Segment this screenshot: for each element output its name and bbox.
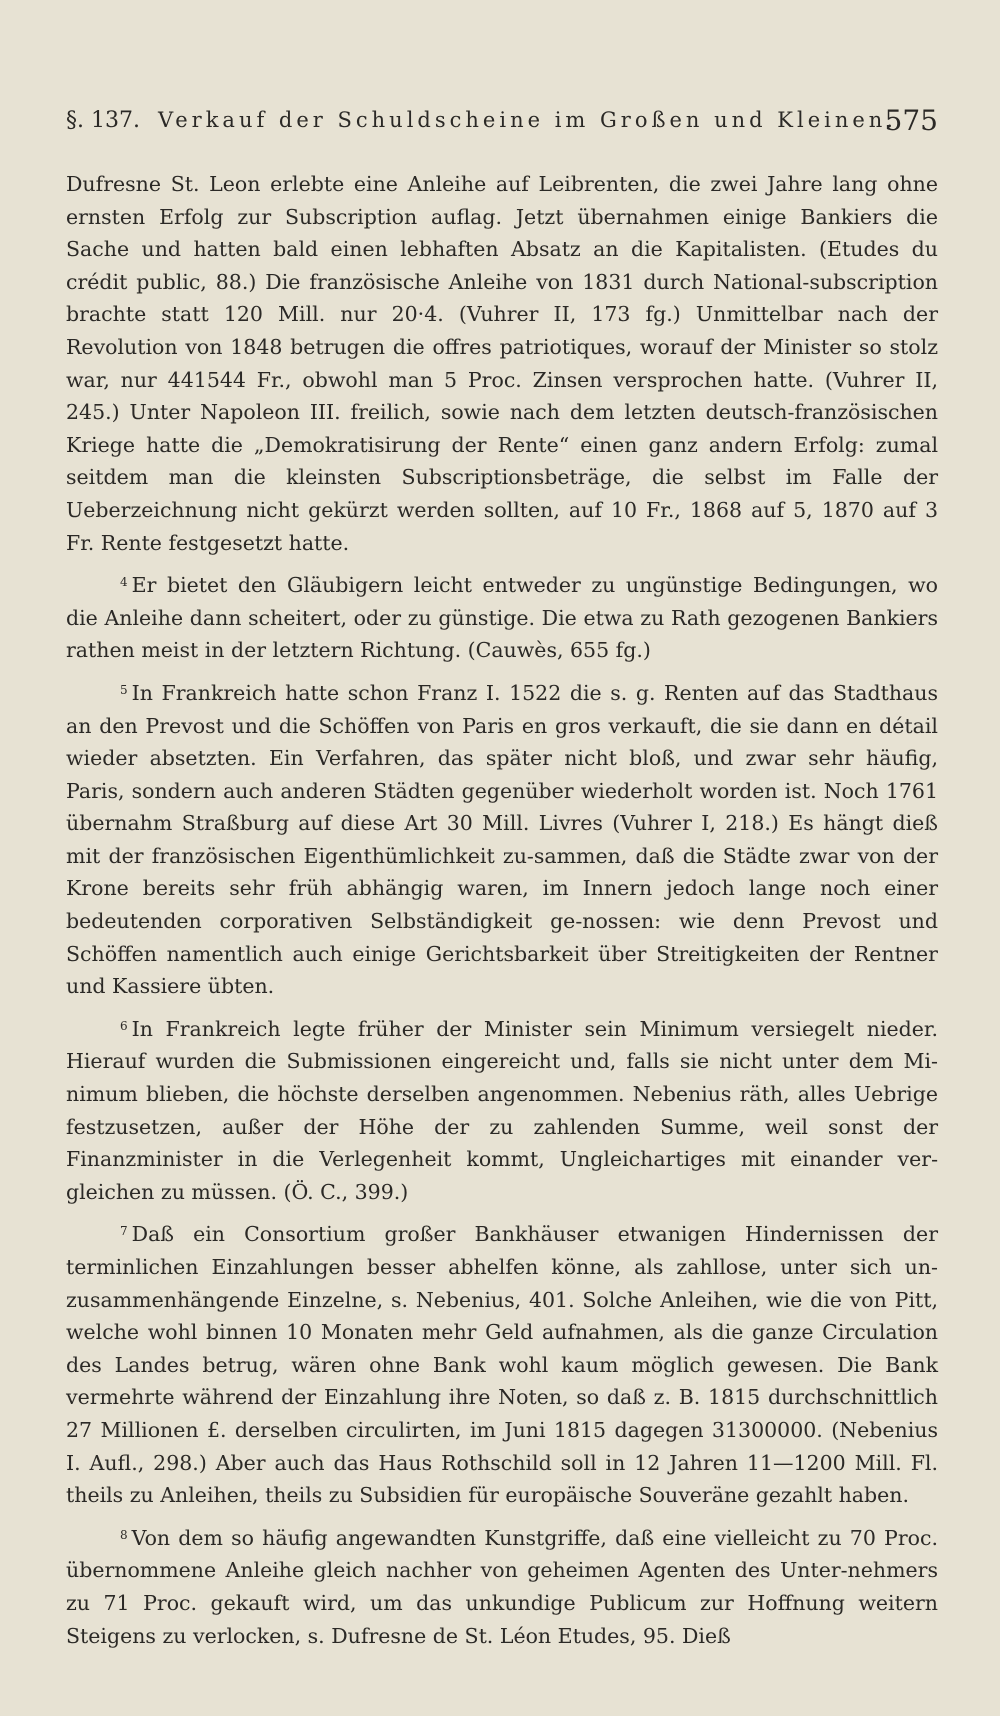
footnote-marker: 7 <box>120 1224 128 1239</box>
footnotes-body <box>66 168 938 1659</box>
footnote-6 <box>66 1010 938 1209</box>
footnote-text: Von dem so häufig angewandten Kunstgriffe, daß eine vielleicht zu 70 Proc. übernommene Anleihe gleich nachher von geheimen Agenten des Unter-nehmers zu 71 Proc. gekauft wird, um das unkundige Publicum zur Hoffnung weitern Steigens zu verlocken, s. Dufresne de St. Léon Etudes, 95. Dieß <box>66 1525 938 1648</box>
footnote-5 <box>66 674 938 1003</box>
running-head <box>66 104 938 148</box>
running-head-title: Verkauf der Schuldscheine im Großen und Kleinen. <box>158 108 897 132</box>
footnote-text: Er bietet den Gläubigern leicht entweder zu ungünstige Bedingungen, wo die Anleihe dann scheitert, oder zu günstige. Die etwa zu Rath gezogenen Bankiers rathen meist in der letztern Richtung. (Cauwès, 655 fg.) <box>66 573 938 663</box>
footnote-8 <box>66 1519 938 1652</box>
footnote-marker: 5 <box>120 682 128 697</box>
footnote-marker: 6 <box>120 1018 128 1033</box>
footnote-text: Daß ein Consortium großer Bankhäuser etwanigen Hindernissen der terminlichen Einzahlungen besser abhelfen könne, als zahllose, unter sich un-zusammenhängende Einzelne, s. Nebenius, 401. Solche Anleihen, wie die von Pitt, welche wohl binnen 10 Monaten mehr Geld aufnahmen, als die ganze Circulation des Landes betrug, wären ohne Bank wohl kaum möglich gewesen. Die Bank vermehrte während der Einzahlung ihre Noten, so daß z. B. 1815 durchschnittlich 27 Millionen £. derselben circulirten, im Juni 1815 dagegen 31300000. (Nebenius I. Aufl., 298.) Aber auch das Haus Rothschild soll in 12 Jahren 11—1200 Mill. Fl. theils zu Anleihen, theils zu Subsidien für europäische Souveräne gezahlt haben. <box>66 1222 938 1508</box>
page-number: 575 <box>884 104 938 137</box>
footnote-marker: 4 <box>120 575 128 590</box>
footnote-text: Dufresne St. Leon erlebte eine Anleihe auf Leibrenten, die zwei Jahre lang ohne ernsten Erfolg zur Subscription auflag. Jetzt übernahmen einige Bankiers die Sache und hatten bald einen lebhaften Absatz an die Kapitalisten. (Etudes du crédit public, 88.) Die französische Anleihe von 1831 durch National-subscription brachte statt 120 Mill. nur 20·4. (Vuhrer II, 173 fg.) Unmittelbar nach der Revolution von 1848 betrugen die offres patriotiques, worauf der Minister so stolz war, nur 441544 Fr., obwohl man 5 Proc. Zinsen versprochen hatte. (Vuhrer II, 245.) Unter Napoleon III. freilich, sowie nach dem letzten deutsch-französischen Kriege hatte die „Demokratisirung der Rente“ einen ganz andern Erfolg: zumal seitdem man die kleinsten Subscriptionsbeträge, die selbst im Falle der Ueberzeichnung nicht gekürzt werden sollten, auf 10 Fr., 1868 auf 5, 1870 auf 3 Fr. Rente festgesetzt hatte. <box>66 172 938 555</box>
section-number: §. 137. <box>66 108 140 133</box>
footnote-marker: 8 <box>120 1527 128 1542</box>
footnote-4 <box>66 566 938 667</box>
footnote-7 <box>66 1215 938 1511</box>
footnote-text: In Frankreich legte früher der Minister sein Minimum versiegelt nieder. Hierauf wurden die Submissionen eingereicht und, falls sie nicht unter dem Mi-nimum blieben, die höchste derselben angenommen. Nebenius räth, alles Uebrige festzusetzen, außer der Höhe der zu zahlenden Summe, weil sonst der Finanzminister in die Verlegenheit kommt, Ungleichartiges mit einander ver-gleichen zu müssen. (Ö. C., 399.) <box>66 1016 938 1204</box>
footnote-continuation <box>66 168 938 559</box>
footnote-text: In Frankreich hatte schon Franz I. 1522 die s. g. Renten auf das Stadthaus an den Prevost und die Schöffen von Paris en gros verkauft, die sie dann en détail wieder absetzten. Ein Verfahren, das später nicht bloß, und zwar sehr häufig, Paris, sondern auch anderen Städten gegenüber wiederholt worden ist. Noch 1761 übernahm Straßburg auf diese Art 30 Mill. Livres (Vuhrer I, 218.) Es hängt dieß mit der französischen Eigenthümlichkeit zu-sammen, daß die Städte zwar von der Krone bereits sehr früh abhängig waren, im Innern jedoch lange noch einer bedeutenden corporativen Selbständigkeit ge-nossen: wie denn Prevost und Schöffen namentlich auch einige Gerichtsbarkeit über Streitigkeiten der Rentner und Kassiere übten. <box>66 680 938 999</box>
